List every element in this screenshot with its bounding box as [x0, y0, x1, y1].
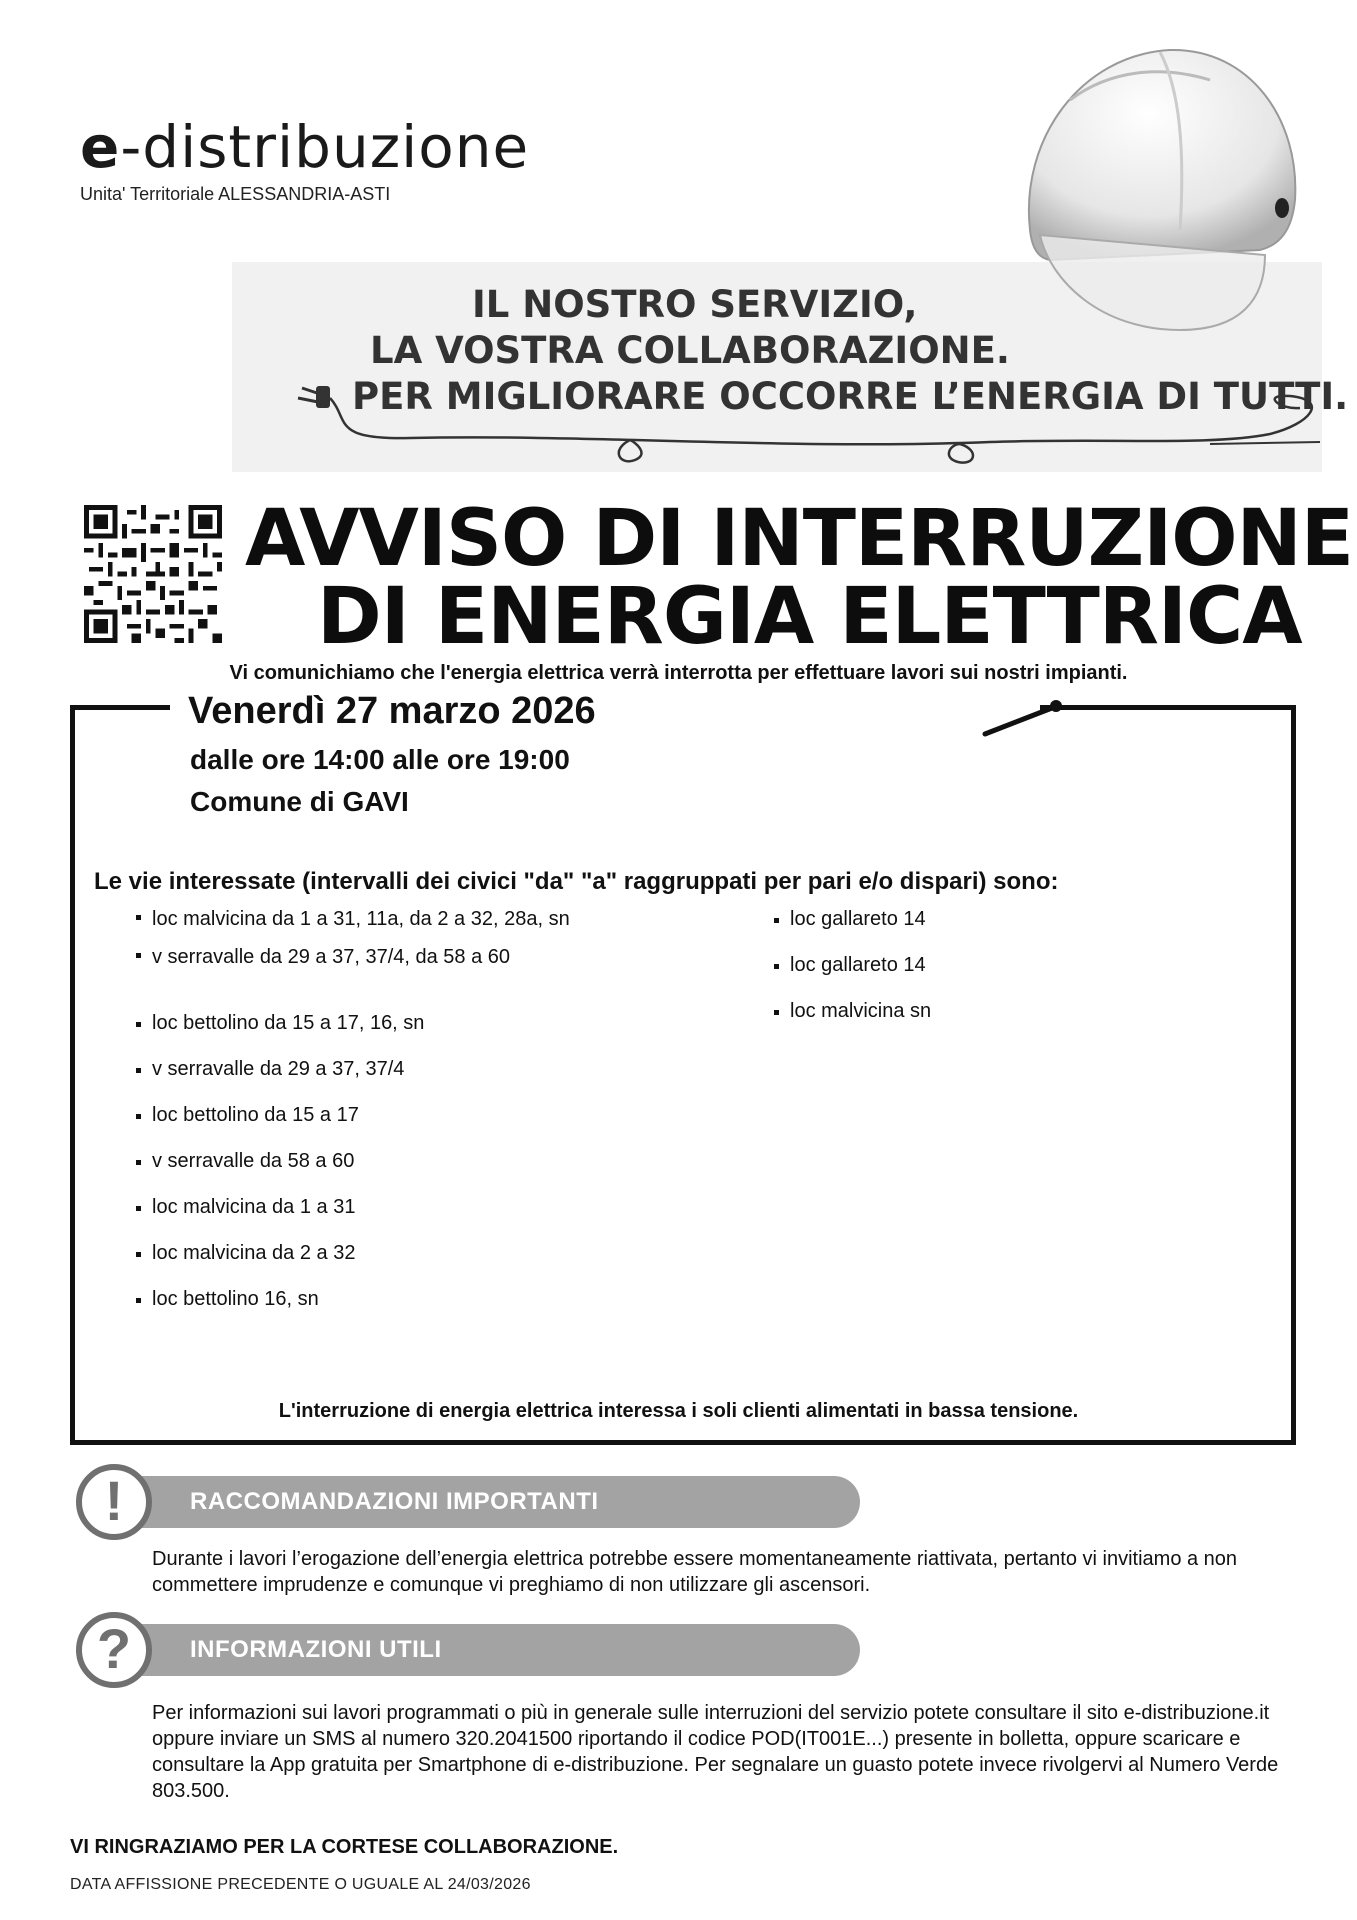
logo-mark: e — [80, 113, 121, 181]
list-item: loc malvicina sn — [770, 998, 1170, 1024]
slogan-line-3: PER MIGLIORARE OCCORRE L’ENERGIA DI TUTTI. — [352, 375, 1349, 418]
slogan-line-2: LA VOSTRA COLLABORAZIONE. — [370, 329, 1010, 372]
thanks-text: VI RINGRAZIAMO PER LA CORTESE COLLABORAZIONE. — [70, 1836, 619, 1858]
low-voltage-note: L'interruzione di energia elettrica interessa i soli clienti alimentati in bassa tensione. — [278, 1400, 1079, 1422]
pen-icon — [980, 694, 1080, 740]
slogan-line-1: IL NOSTRO SERVIZIO, — [472, 283, 918, 326]
streets-list-right — [770, 906, 1170, 1024]
recommendations-text: Durante i lavori l’erogazione dell’energia elettrica potrebbe essere momentaneamente riattivata, pertanto vi invitiamo a non commettere imprudenze e comunque vi preghiamo di non utilizzare gli ascensori. — [152, 1548, 1238, 1596]
streets-list-left — [132, 906, 632, 1312]
notice-title — [245, 494, 1354, 662]
list-item: v serravalle da 29 a 37, 37/4, da 58 a 60 — [132, 944, 632, 970]
qr-code-icon — [84, 505, 222, 643]
list-item: loc gallareto 14 — [770, 952, 1170, 978]
list-item: loc malvicina da 1 a 31 — [132, 1194, 632, 1220]
list-item: v serravalle da 29 a 37, 37/4 — [132, 1056, 632, 1082]
logo — [80, 113, 530, 181]
intro-text: Vi comunichiamo che l'energia elettrica verrà interrotta per effettuare lavori sui nostri impianti. — [229, 662, 1128, 684]
title-line-1: AVVISO DI INTERRUZIONE — [245, 494, 1354, 584]
interruption-hours: dalle ore 14:00 alle ore 19:00 — [190, 744, 570, 775]
title-line-2: DI ENERGIA ELETTRICA — [317, 572, 1302, 662]
streets-heading: Le vie interessate (intervalli dei civici "da" "a" raggruppati per pari e/o dispari) sono: — [94, 868, 1059, 895]
list-item: loc malvicina da 2 a 32 — [132, 1240, 632, 1266]
exclamation-icon: ! — [76, 1464, 152, 1540]
list-item: loc gallareto 14 — [770, 906, 1170, 932]
frame-top-left — [70, 705, 170, 710]
list-item: loc bettolino da 15 a 17, 16, sn — [132, 1010, 632, 1036]
list-item: loc bettolino 16, sn — [132, 1286, 632, 1312]
logo-text: -distribuzione — [120, 113, 530, 181]
list-item: loc malvicina da 1 a 31, 11a, da 2 a 32, 28a, sn — [132, 906, 612, 932]
list-item: loc bettolino da 15 a 17 — [132, 1102, 632, 1128]
municipality: Comune di GAVI — [190, 786, 409, 817]
info-text: Per informazioni sui lavori programmati o più in generale sulle interruzioni del servizio potete consultare il sito e-distribuzione.it oppure inviare un SMS al numero 320.2041500 riportando il codice POD(IT001E...) presente in bolletta, oppure scaricare e consultare la App gratuita per Smartphone di e-distribuzione. Per segnalare un guasto potete invece rivolgervi al Numero Verde 803.500. — [152, 1702, 1279, 1802]
plug-icon — [290, 380, 1330, 470]
recommendations-title: RACCOMANDAZIONI IMPORTANTI — [190, 1488, 599, 1515]
affix-date: DATA AFFISSIONE PRECEDENTE O UGUALE AL 24/03/2026 — [70, 1876, 531, 1893]
list-item: v serravalle da 58 a 60 — [132, 1148, 632, 1174]
info-title: INFORMAZIONI UTILI — [190, 1636, 442, 1663]
helmet-icon — [1010, 30, 1310, 360]
question-icon: ? — [76, 1612, 152, 1688]
territorial-unit: Unita' Territoriale ALESSANDRIA-ASTI — [80, 184, 391, 204]
interruption-date: Venerdì 27 marzo 2026 — [188, 690, 596, 732]
